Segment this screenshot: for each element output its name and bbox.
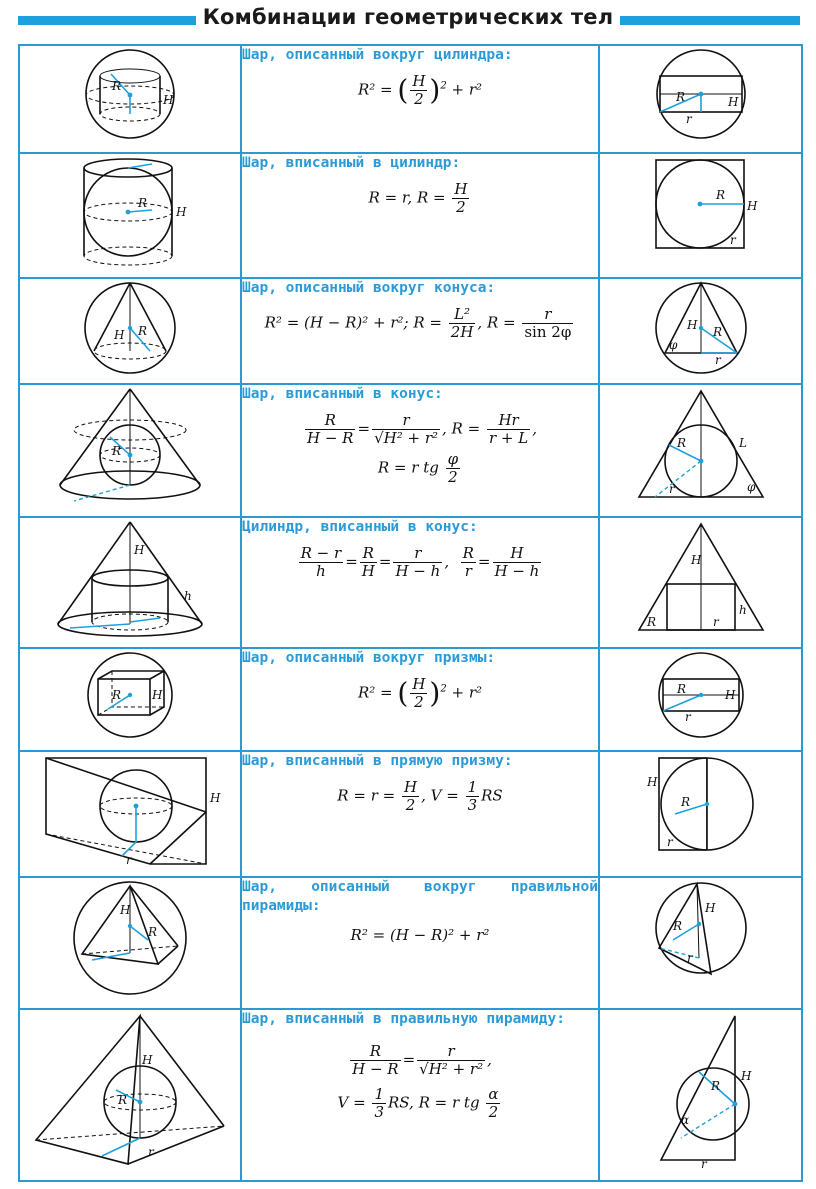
table-row [19, 45, 802, 153]
formula-cell [241, 751, 599, 877]
numerator: H [412, 675, 426, 693]
formula-part: , R = [477, 313, 516, 332]
denominator: √H² + r² [374, 429, 439, 447]
comma: , [532, 419, 537, 438]
formula: $\frac{R - r}{h}$ = $\frac{R}{H}$ = $\frac{r}{H - h}$ , $\frac{R}{r}$ = $\frac{H}{H - h}$ [300, 544, 540, 580]
numerator: R [350, 1043, 400, 1061]
formula [242, 306, 598, 341]
formula-tail: RS [481, 786, 503, 805]
label-R: R [680, 795, 690, 809]
formula-part: R = r = [337, 786, 396, 805]
numerator: R [305, 412, 355, 430]
label-R: R [710, 1079, 720, 1093]
formula [242, 181, 598, 216]
label-R: R [712, 325, 722, 339]
exponent: 2 [440, 80, 447, 92]
label-L: L [738, 436, 747, 450]
denominator: H − R [307, 429, 354, 447]
figure-sphere-in-cone-3d [19, 384, 241, 517]
formula-part: , V = [421, 786, 459, 805]
figure-sphere-around-prism-3d [19, 648, 241, 751]
formula-cell [241, 517, 599, 648]
numerator: α [488, 1085, 499, 1103]
formula [242, 1086, 598, 1121]
label-H: H [134, 543, 145, 557]
fraction [466, 779, 480, 814]
denominator: 3 [374, 1103, 385, 1121]
formula-cell [241, 153, 599, 278]
formula-cell [241, 45, 599, 153]
label-H: H [727, 95, 738, 109]
label-r: r [714, 353, 721, 367]
label-H: H [114, 328, 125, 342]
figure-sphere-around-cone-3d [19, 278, 241, 384]
comma: , [487, 1050, 492, 1069]
denominator: 2 [414, 90, 424, 108]
numerator: R [360, 545, 377, 563]
label-R: R [676, 436, 686, 450]
label-H: H [690, 553, 701, 567]
numerator: H [493, 545, 542, 563]
label-h: h [184, 589, 192, 603]
fraction [410, 73, 427, 108]
fraction [486, 1086, 500, 1121]
label-H: H [176, 205, 187, 219]
formula-part: V = [337, 1093, 366, 1112]
header-rule-left [18, 16, 196, 25]
table-row [19, 384, 802, 517]
numerator: H [454, 180, 468, 198]
numerator: r [393, 545, 442, 563]
figure-sphere-around-prism-section [599, 648, 802, 751]
header-rule-right [620, 16, 800, 25]
fraction [299, 545, 344, 580]
formula: $\frac{R}{H - R}$ = $\frac{r}{\text{√H² + r²}}$ , [352, 1042, 492, 1078]
label-R: R [138, 196, 148, 210]
label-H: H [724, 688, 735, 702]
fraction [402, 779, 419, 814]
label-r: r [686, 951, 693, 965]
label-R: R [672, 919, 682, 933]
formula-cell [241, 278, 599, 384]
numerator: H [403, 778, 418, 796]
numerator: 1 [374, 1085, 385, 1103]
label-H: H [686, 318, 697, 332]
label-r: r [684, 710, 691, 724]
formula-lhs: R² = [357, 683, 393, 702]
figure-sphere-around-cylinder-3d [19, 45, 241, 153]
label-R: R [112, 79, 122, 93]
row-caption: Шар, описанный вокруг конуса: [242, 280, 496, 296]
numerator: L² [449, 306, 476, 324]
figure-cylinder-in-cone-3d [19, 517, 241, 648]
denominator: 2 [414, 693, 424, 711]
numerator: H [412, 72, 426, 90]
denominator: H − h [494, 562, 540, 580]
formula [242, 412, 598, 447]
label-H: H [163, 93, 174, 107]
fraction [487, 412, 530, 447]
fraction [372, 1086, 386, 1121]
numerator: φ [447, 450, 459, 468]
denominator: 2 [448, 468, 458, 486]
formula: R² = ( $\frac{H}{2}$ )$^2$ + r² [357, 675, 483, 711]
formula-cell [241, 1009, 599, 1181]
label-R: R [646, 615, 656, 629]
label-H: H [120, 903, 131, 917]
formula-tail: RS, R = r tg [388, 1093, 480, 1112]
fraction [372, 412, 440, 447]
figure-cylinder-in-cone-section [599, 517, 802, 648]
figure-sphere-around-pyramid-section [599, 877, 802, 1009]
formula-lhs: R = r, R = [368, 188, 446, 207]
denominator: √H² + r² [419, 1060, 484, 1078]
figure-sphere-in-cone-section [599, 384, 802, 517]
label-R: R [715, 188, 725, 202]
numerator: r [372, 412, 440, 430]
fraction [305, 412, 355, 447]
fraction [410, 676, 427, 711]
fraction [493, 545, 542, 580]
label-R: R [112, 688, 122, 702]
label-R: R [676, 682, 686, 696]
fraction [446, 451, 461, 486]
denominator: H − R [352, 1060, 399, 1078]
label-H: H [704, 901, 715, 915]
numerator: r [522, 306, 573, 324]
row-caption: Шар, вписанный в правильную пирамиду: [242, 1011, 566, 1027]
page-title: Комбинации геометрических тел [202, 5, 614, 29]
figure-sphere-in-right-prism-3d [19, 751, 241, 877]
label-r: r [729, 233, 736, 247]
formula-cell [241, 877, 599, 1009]
row-caption: Шар, описанный вокруг цилиндра: [242, 47, 513, 63]
denominator: H − h [395, 562, 441, 580]
label-phi: φ [668, 338, 677, 352]
label-r: r [685, 112, 692, 126]
label-R: R [148, 925, 158, 939]
table-row [19, 517, 802, 648]
label-H: H [152, 688, 163, 702]
denominator: 2 [456, 198, 466, 216]
fraction [350, 1043, 400, 1078]
table-row [19, 648, 802, 751]
row-caption: Шар, вписанный в цилиндр: [242, 155, 461, 171]
label-R: R [675, 90, 685, 104]
formula [242, 779, 598, 814]
figure-sphere-around-cone-section [599, 278, 802, 384]
table-row [19, 751, 802, 877]
exponent: 2 [440, 683, 447, 695]
figure-sphere-in-right-prism-section [599, 751, 802, 877]
row-caption: Шар, описанный вокруг правильной пирамиды: [242, 879, 598, 914]
label-H: H [646, 775, 657, 789]
fraction [360, 545, 377, 580]
label-r: r [126, 853, 132, 867]
formula-cell [241, 384, 599, 517]
denominator: 2H [450, 323, 474, 341]
label-phi: φ [746, 480, 755, 494]
formula-lhs: R² = [357, 80, 393, 99]
combinations-table [18, 44, 803, 1182]
numerator: Hr [487, 412, 530, 430]
numerator: R − r [300, 544, 342, 562]
label-H: H [142, 1053, 153, 1067]
figure-sphere-around-cylinder-section [599, 45, 802, 153]
table-row [19, 877, 802, 1009]
label-r: r [700, 1157, 707, 1171]
figure-sphere-in-cylinder-3d [19, 153, 241, 278]
figure-sphere-around-pyramid-3d [19, 877, 241, 1009]
formula: R² = ( $\frac{H}{2}$ )$^2$ + r² [357, 72, 483, 108]
fraction [449, 306, 476, 341]
denominator: sin 2φ [524, 323, 572, 341]
label-H: H [740, 1069, 751, 1083]
label-H: H [210, 791, 221, 805]
label-r: r [668, 482, 675, 496]
numerator: r [417, 1043, 485, 1061]
denominator: h [316, 562, 326, 580]
label-R: R [138, 324, 148, 338]
label-r: r [712, 615, 719, 629]
label-R: R [118, 1093, 128, 1107]
fraction [522, 306, 573, 341]
fraction [452, 181, 469, 216]
numerator: 1 [467, 778, 478, 796]
table-row [19, 153, 802, 278]
fraction [461, 545, 476, 580]
formula-part: R = r tg [377, 458, 439, 477]
formula: R² = (H − R)² + r² [350, 926, 490, 944]
denominator: 3 [467, 796, 478, 814]
label-H: H [746, 199, 757, 213]
formula-part: , R = [442, 419, 481, 438]
row-caption: Цилиндр, вписанный в конус: [242, 519, 478, 535]
formula-tail: + r² [451, 683, 483, 702]
denominator: r [464, 562, 472, 580]
denominator: r + L [488, 429, 529, 447]
label-r: r [148, 1145, 154, 1159]
row-caption: Шар, вписанный в конус: [242, 386, 443, 402]
table-row [19, 278, 802, 384]
label-r: r [666, 835, 673, 849]
figure-sphere-in-cylinder-section [599, 153, 802, 278]
denominator: 2 [488, 1103, 499, 1121]
label-h: h [738, 603, 747, 617]
table-row [19, 1009, 802, 1181]
formula [242, 451, 598, 486]
label-alpha: α [680, 1113, 689, 1127]
fraction [393, 545, 442, 580]
row-caption: Шар, описанный вокруг призмы: [242, 650, 496, 666]
fraction [417, 1043, 485, 1078]
row-caption: Шар, вписанный в прямую призму: [242, 753, 513, 769]
page-header [0, 0, 816, 42]
formula-tail: + r² [451, 80, 483, 99]
numerator: R [462, 544, 474, 562]
figure-sphere-in-pyramid-3d [19, 1009, 241, 1181]
equals: = [357, 419, 371, 438]
denominator: H [361, 562, 375, 580]
label-R: R [112, 444, 122, 458]
denominator: 2 [405, 796, 416, 814]
formula-cell [241, 648, 599, 751]
figure-sphere-in-pyramid-section [599, 1009, 802, 1181]
formula-part: R² = (H − R)² + r²; R = [264, 313, 442, 332]
